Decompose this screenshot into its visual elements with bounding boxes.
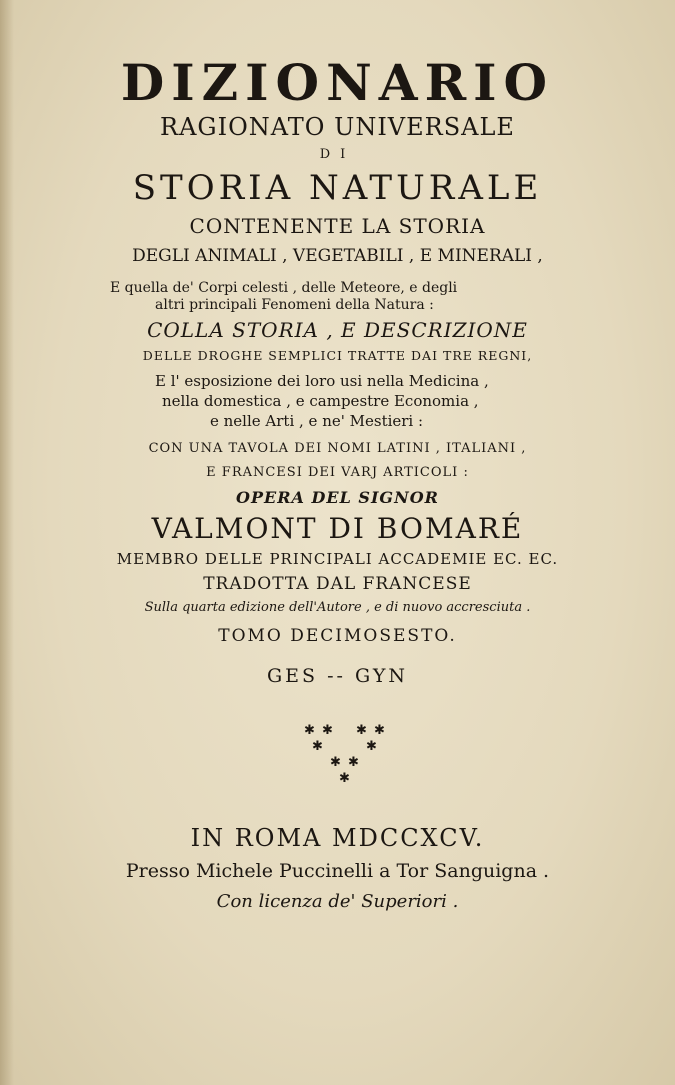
asterisk-icon: ✱ [322,723,333,738]
book-subject: STORIA NATURALE [132,168,543,208]
author-intro: OPERA DEL SIGNOR [236,488,439,507]
imprint-printer: Presso Michele Puccinelli a Tor Sanguigna . [125,860,550,882]
contents-table-line2: E FRANCESI DEI VARJ ARTICOLI : [206,465,469,480]
preposition-di: DI [319,147,356,162]
contents-kingdoms: DEGLI ANIMALI , VEGETABILI , E MINERALI , [132,246,543,266]
author-name: VALMONT DI BOMARÉ [151,512,524,545]
asterisk-icon: ✱ [366,739,377,754]
imprint-city-year: IN ROMA MDCCXCV. [190,824,485,852]
volume-number: TOMO DECIMOSESTO. [218,626,457,646]
volume-range: GES -- GYN [267,665,408,687]
contents-colla: COLLA STORIA , E DESCRIZIONE [147,318,528,342]
imprint-licence: Con licenza de' Superiori . [216,891,459,912]
asterisk-icon: ✱ [356,723,367,738]
contents-celestial-line2: altri principali Fenomeni della Natura : [155,297,434,313]
edition-note: Sulla quarta edizione dell'Autore , e di nuovo accresciuta . [144,600,531,615]
contents-heading: CONTENENTE LA STORIA [189,214,486,238]
asterism-ornament-icon [300,722,392,788]
contents-table-line1: CON UNA TAVOLA DEI NOMI LATINI , ITALIANI , [148,441,527,456]
contents-celestial-line1: E quella de' Corpi celesti , delle Meteore, e degli [110,280,458,296]
book-title: DIZIONARIO [120,53,555,112]
asterisk-icon: ✱ [374,723,385,738]
contents-drugs: DELLE DROGHE SEMPLICI TRATTE DAI TRE REGNI, [142,348,533,363]
asterisk-icon: ✱ [312,739,323,754]
asterisk-icon: ✱ [348,755,359,770]
contents-uses-line1: E l' esposizione dei loro usi nella Medicina , [155,372,489,390]
asterisk-icon: ✱ [330,755,341,770]
contents-uses-line2: nella domestica , e campestre Economia , [162,392,479,410]
author-membership: MEMBRO DELLE PRINCIPALI ACCADEMIE EC. EC. [116,550,559,568]
contents-uses-line3: e nelle Arti , e ne' Mestieri : [210,412,424,430]
book-subtitle: RAGIONATO UNIVERSALE [160,113,515,141]
translation-note: TRADOTTA DAL FRANCESE [203,574,472,594]
asterisk-icon: ✱ [339,771,350,786]
asterisk-icon: ✱ [304,723,315,738]
